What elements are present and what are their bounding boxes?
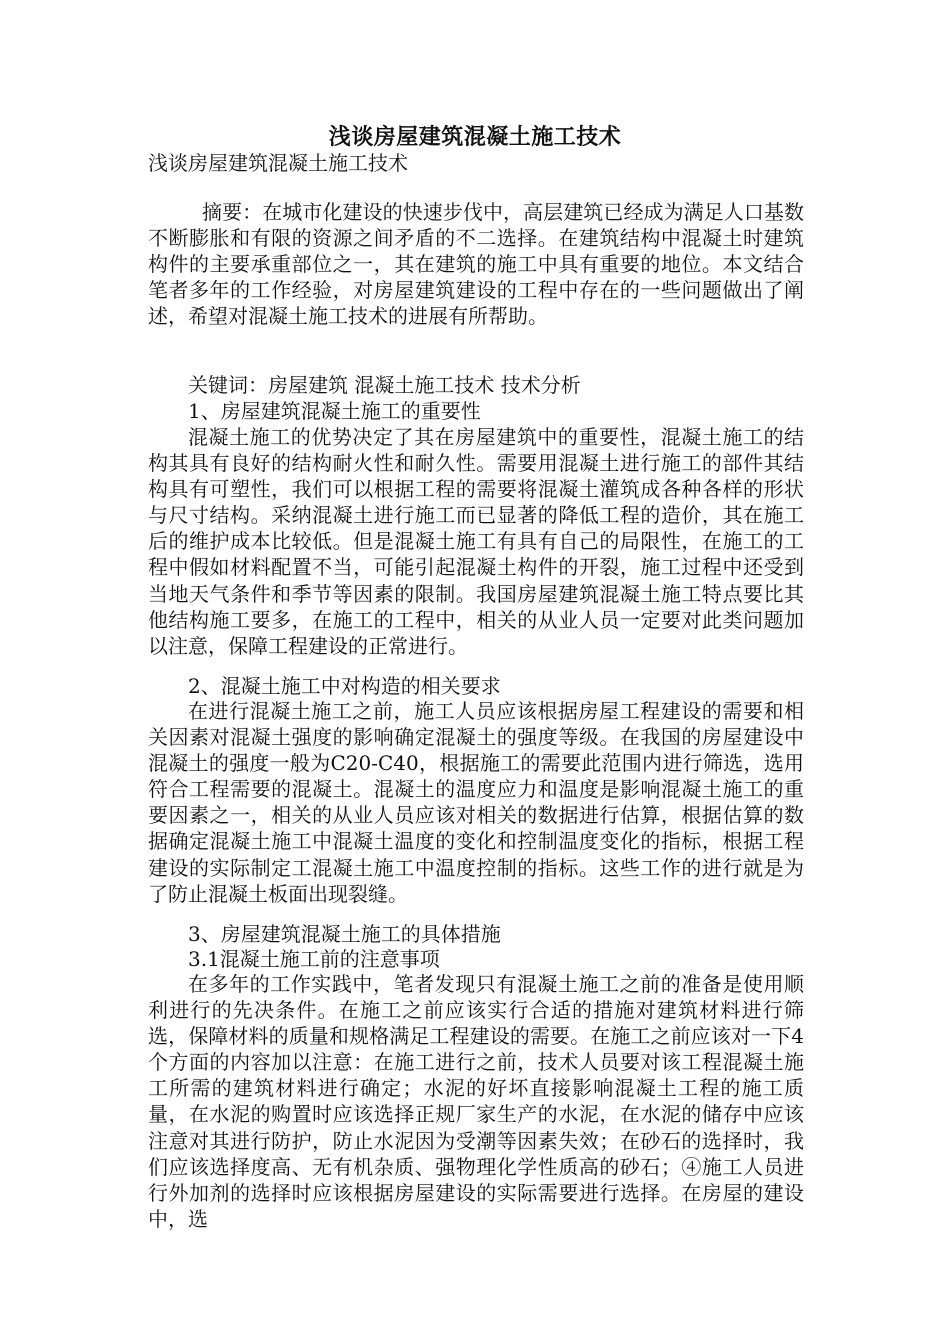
document-subtitle: 浅谈房屋建筑混凝土施工技术 [148,151,408,175]
section-2-heading: 2、混凝土施工中对构造的相关要求 [188,674,501,698]
section-3-1-heading: 3.1混凝土施工前的注意事项 [188,947,440,971]
section-1-paragraph: 混凝土施工的优势决定了其在房屋建筑中的重要性，混凝土施工的结构其具有良好的结构耐火性和耐久性。需要用混凝土进行施工的部件其结构具有可塑性，我们可以根据工程的需要将混凝土灌筑成各种各样的形状与尺寸结构。采纳混凝土进行施工而已显著的降低工程的造价，其在施工后的维护成本比较低。但是混凝土施工有具有自己的局限性，在施工的工程中假如材料配置不当，可能引起混凝土构件的开裂，施工过程中还受到当地天气条件和季节等因素的限制。我国房屋建筑混凝土施工特点要比其他结构施工要多，在施工的工程中，相关的从业人员一定要对此类问题加以注意，保障工程建设的正常进行。 [148,425,804,658]
section-1-heading: 1、房屋建筑混凝土施工的重要性 [188,399,481,423]
section-2-paragraph: 在进行混凝土施工之前，施工人员应该根据房屋工程建设的需要和相关因素对混凝土强度的影响确定混凝土的强度等级。在我国的房屋建设中混凝土的强度一般为C20-C40，根据施工的需要此范围内进行筛选，选用符合工程需要的混凝土。混凝土的温度应力和温度是影响混凝土施工的重要因素之一，相关的从业人员应该对相关的数据进行估算，根据估算的数据确定混凝土施工中混凝土温度的变化和控制温度变化的指标，根据工程建设的实际制定工混凝土施工中温度控制的指标。这些工作的进行就是为了防止混凝土板面出现裂缝。 [148,699,804,906]
section-3-1-paragraph: 在多年的工作实践中，笔者发现只有混凝土施工之前的准备是使用顺利进行的先决条件。在施工之前应该实行合适的措施对建筑材料进行筛选，保障材料的质量和规格满足工程建设的需要。在施工之前应该对一下4个方面的内容加以注意：在施工进行之前，技术人员要对该工程混凝土施工所需的建筑材料进行确定；水泥的好坏直接影响混凝土工程的施工质量，在水泥的购置时应该选择正规厂家生产的水泥，在水泥的储存中应该注意对其进行防护，防止水泥因为受潮等因素失效；在砂石的选择时，我们应该选择度高、无有机杂质、强物理化学性质高的砂石；④施工人员进行外加剂的选择时应该根据房屋建设的实际需要进行选择。在房屋的建设中，选 [148,972,804,1231]
section-3-heading: 3、房屋建筑混凝土施工的具体措施 [188,922,501,946]
keywords-line: 关键词：房屋建筑 混凝土施工技术 技术分析 [188,373,581,397]
abstract-paragraph: 摘要：在城市化建设的快速步伐中，高层建筑已经成为满足人口基数不断膨胀和有限的资源之间矛盾的不二选择。在建筑结构中混凝土时建筑构件的主要承重部位之一，其在建筑的施工中具有重要的地位。本文结合笔者多年的工作经验，对房屋建筑建设的工程中存在的一些问题做出了阐述，希望对混凝土施工技术的进展有所帮助。 [148,200,804,329]
document-title: 浅谈房屋建筑混凝土施工技术 [328,124,622,150]
